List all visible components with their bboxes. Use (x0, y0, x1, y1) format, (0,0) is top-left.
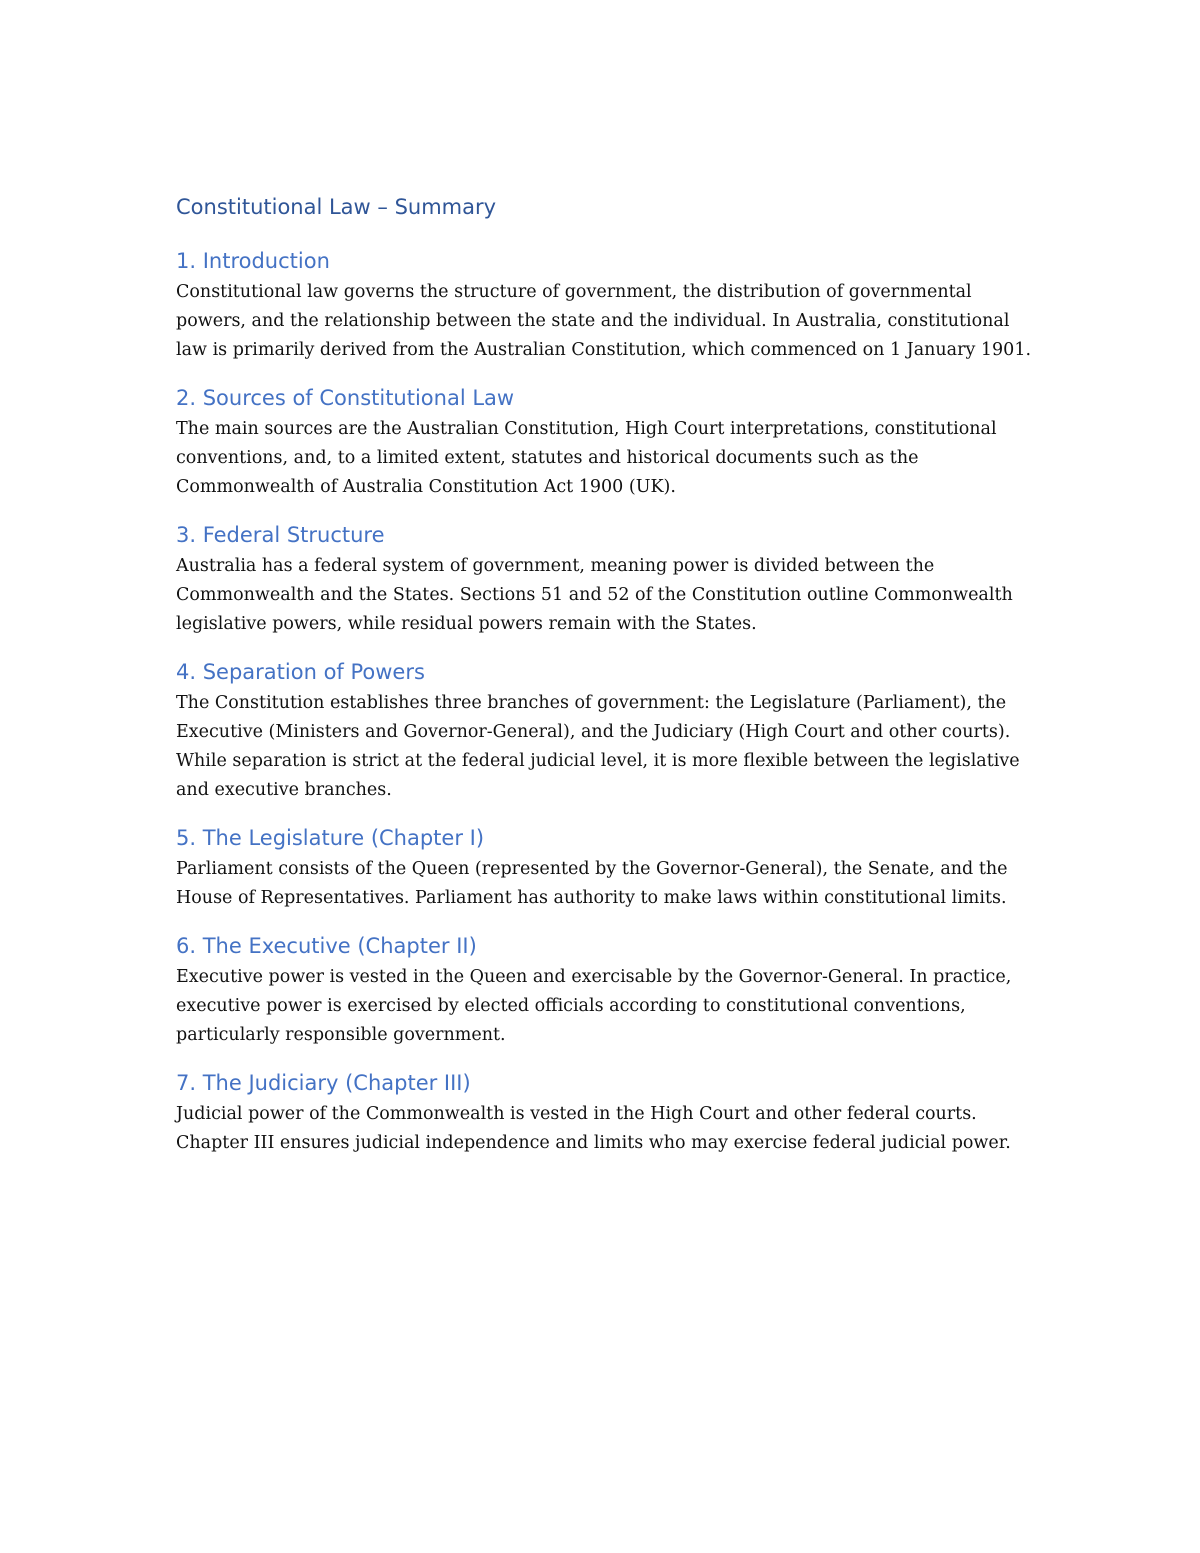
section-heading: 1. Introduction (176, 249, 330, 273)
section-heading: 2. Sources of Constitutional Law (176, 386, 515, 410)
section-separation-of-powers (176, 657, 1036, 805)
section-federal-structure (176, 520, 1036, 639)
section-body: The main sources are the Australian Constitution, High Court interpretations, constitutional conventions, and, to a limited extent, statutes and historical documents such as the Commonwealth of Australia Constitution Act 1900 (UK). (176, 419, 997, 497)
section-sources (176, 383, 1036, 502)
section-body: Parliament consists of the Queen (represented by the Governor-General), the Senate, and the House of Representatives. Parliament has authority to make laws within constitutional limits. (176, 859, 1008, 908)
section-legislature (176, 823, 1036, 913)
section-heading: 5. The Legislature (Chapter I) (176, 826, 485, 850)
section-body: Australia has a federal system of government, meaning power is divided between the Commonwealth and the States. Sections 51 and 52 of the Constitution outline Commonwealth legislative powers, while residual powers remain with the States. (176, 556, 1013, 634)
document-content (176, 192, 1036, 1176)
section-introduction (176, 246, 1036, 365)
section-heading: 4. Separation of Powers (176, 660, 425, 684)
section-body: Executive power is vested in the Queen and exercisable by the Governor-General. In practice, executive power is exercised by elected officials according to constitutional conventions, particularly responsible government. (176, 967, 1012, 1045)
section-heading: 6. The Executive (Chapter II) (176, 934, 477, 958)
section-body: The Constitution establishes three branches of government: the Legislature (Parliament), the Executive (Ministers and Governor-General), and the Judiciary (High Court and other courts). While separation is strict at the federal judicial level, it is more flexible between the legislative and executive branches. (176, 693, 1020, 800)
document-title: Constitutional Law – Summary (176, 195, 497, 219)
section-body: Constitutional law governs the structure of government, the distribution of governmental powers, and the relationship between the state and the individual. In Australia, constitutional law is primarily derived from the Australian Constitution, which commenced on 1 January 1901. (176, 282, 1032, 360)
section-body: Judicial power of the Commonwealth is vested in the High Court and other federal courts. Chapter III ensures judicial independence and limits who may exercise federal judicial power. (176, 1104, 1011, 1153)
section-heading: 3. Federal Structure (176, 523, 385, 547)
section-heading: 7. The Judiciary (Chapter III) (176, 1071, 471, 1095)
section-executive (176, 931, 1036, 1050)
section-judiciary (176, 1068, 1036, 1158)
